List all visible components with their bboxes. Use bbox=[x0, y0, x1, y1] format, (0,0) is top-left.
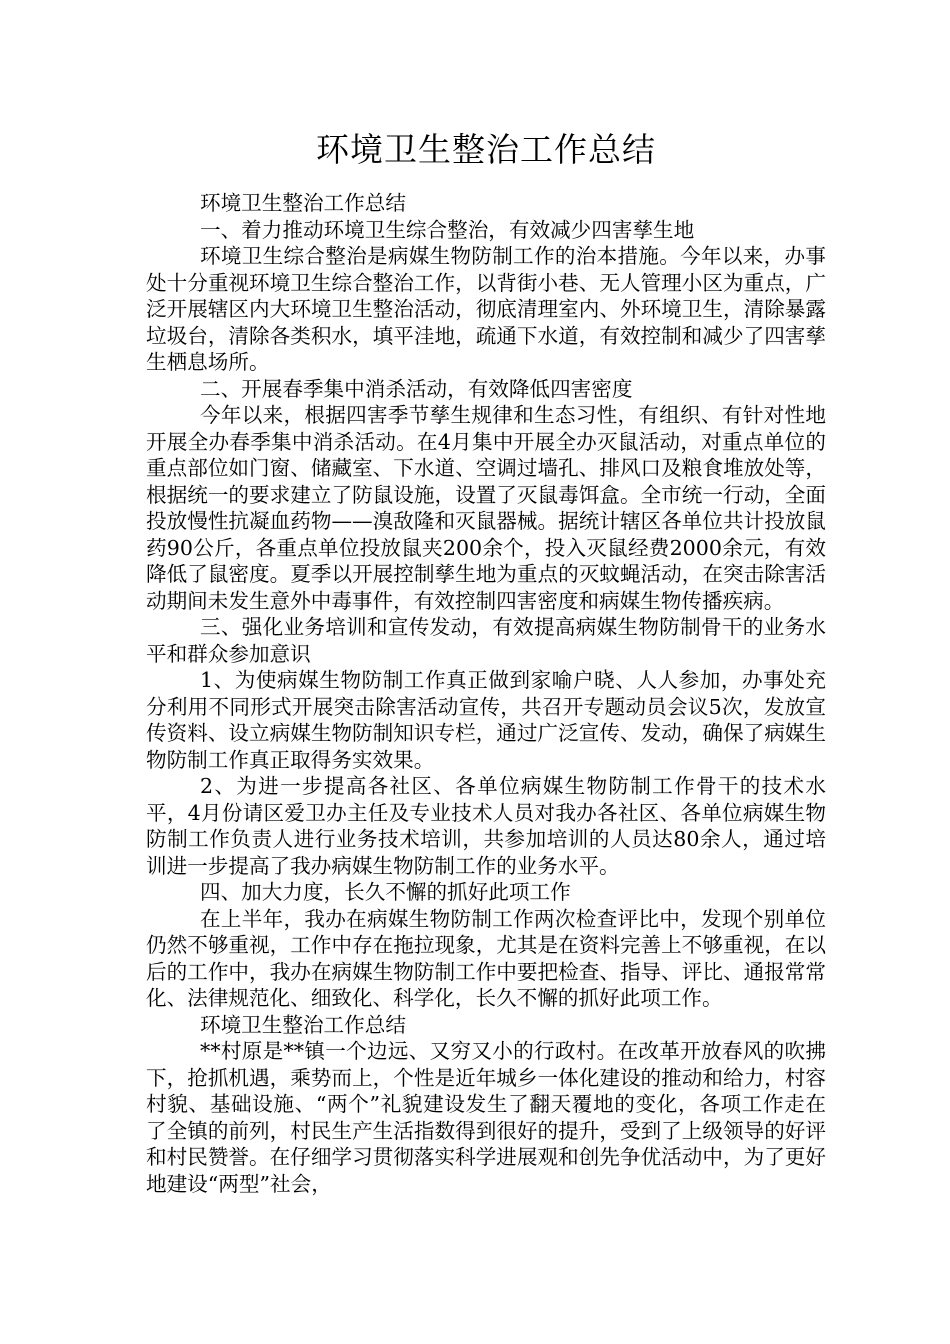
paragraph-body-3-item-2: 2、为进一步提高各社区、各单位病媒生物防制工作骨干的技术水平，4月份请区爱卫办主任及专业技术人员对我办各社区、各单位病媒生物防制工作负责人进行业务技术培训，共参加培训的人员达80余人，通过培训进一步提高了我办病媒生物防制工作的业务水平。 bbox=[146, 774, 826, 878]
paragraph-subtitle-2: 环境卫生整治工作总结 bbox=[200, 1012, 406, 1037]
paragraph-heading-4: 四、加大力度，长久不懈的抓好此项工作 bbox=[200, 880, 571, 904]
paragraph-body-2: 今年以来，根据四害季节孳生规律和生态习性，有组织、有针对性地开展全办春季集中消杀活动。在4月集中开展全办灭鼠活动，对重点单位的重点部位如门窗、储藏室、下水道、空调过墙孔、排风口及粮食堆放处等，根据统一的要求建立了防鼠设施，设置了灭鼠毒饵盒。全市统一行动，全面投放慢性抗凝血药物——溴敌隆和灭鼠器械。据统计辖区各单位共计投放鼠药90公斤，各重点单位投放鼠夹200余个，投入灭鼠经费2000余元，有效降低了鼠密度。夏季以开展控制孳生地为重点的灭蚊蝇活动，在突击除害活动期间未发生意外中毒事件，有效控制四害密度和病媒生物传播疾病。 bbox=[146, 403, 826, 613]
paragraph-body-3-item-1: 1、为使病媒生物防制工作真正做到家喻户晓、人人参加，办事处充分利用不同形式开展突击除害活动宣传，共召开专题动员会议5次，发放宣传资料、设立病媒生物防制知识专栏，通过广泛宣传、发动，确保了病媒生物防制工作真正取得务实效果。 bbox=[146, 668, 826, 772]
paragraph-body-1: 环境卫生综合整治是病媒生物防制工作的治本措施。今年以来，办事处十分重视环境卫生综合整治工作，以背街小巷、无人管理小区为重点，广泛开展辖区内大环境卫生整治活动，彻底清理室内、外环境卫生，清除暴露垃圾台，清除各类积水，填平洼地，疏通下水道，有效控制和减少了四害孳生栖息场所。 bbox=[146, 244, 826, 374]
document-page bbox=[146, 128, 826, 1197]
paragraph-body-5: **村原是**镇一个边远、又穷又小的行政村。在改革开放春风的吹拂下，抢抓机遇，乘势而上，个性是近年城乡一体化建设的推动和给力，村容村貌、基础设施、“两个”礼貌建设发生了翻天覆地的变化，各项工作走在了全镇的前列，村民生产生活指数得到很好的提升，受到了上级领导的好评和村民赞誉。在仔细学习贯彻落实科学进展观和创先争优活动中，为了更好地建设“两型”社会， bbox=[146, 1039, 826, 1196]
paragraph-heading-2: 二、开展春季集中消杀活动，有效降低四害密度 bbox=[200, 376, 633, 401]
paragraph-heading-1: 一、着力推动环境卫生综合整治，有效减少四害孳生地 bbox=[200, 217, 695, 242]
paragraph-heading-3: 三、强化业务培训和宣传发动，有效提高病媒生物防制骨干的业务水平和群众参加意识 bbox=[146, 615, 826, 666]
paragraph-body-4: 在上半年，我办在病媒生物防制工作两次检查评比中，发现个别单位仍然不够重视，工作中存在拖拉现象，尤其是在资料完善上不够重视，在以后的工作中，我办在病媒生物防制工作中要把检查、指导、评比、通报常常化、法律规范化、细致化、科学化，长久不懈的抓好此项工作。 bbox=[146, 906, 826, 1010]
document-title: 环境卫生整治工作总结 bbox=[316, 130, 656, 169]
paragraph-subtitle: 环境卫生整治工作总结 bbox=[200, 191, 406, 215]
